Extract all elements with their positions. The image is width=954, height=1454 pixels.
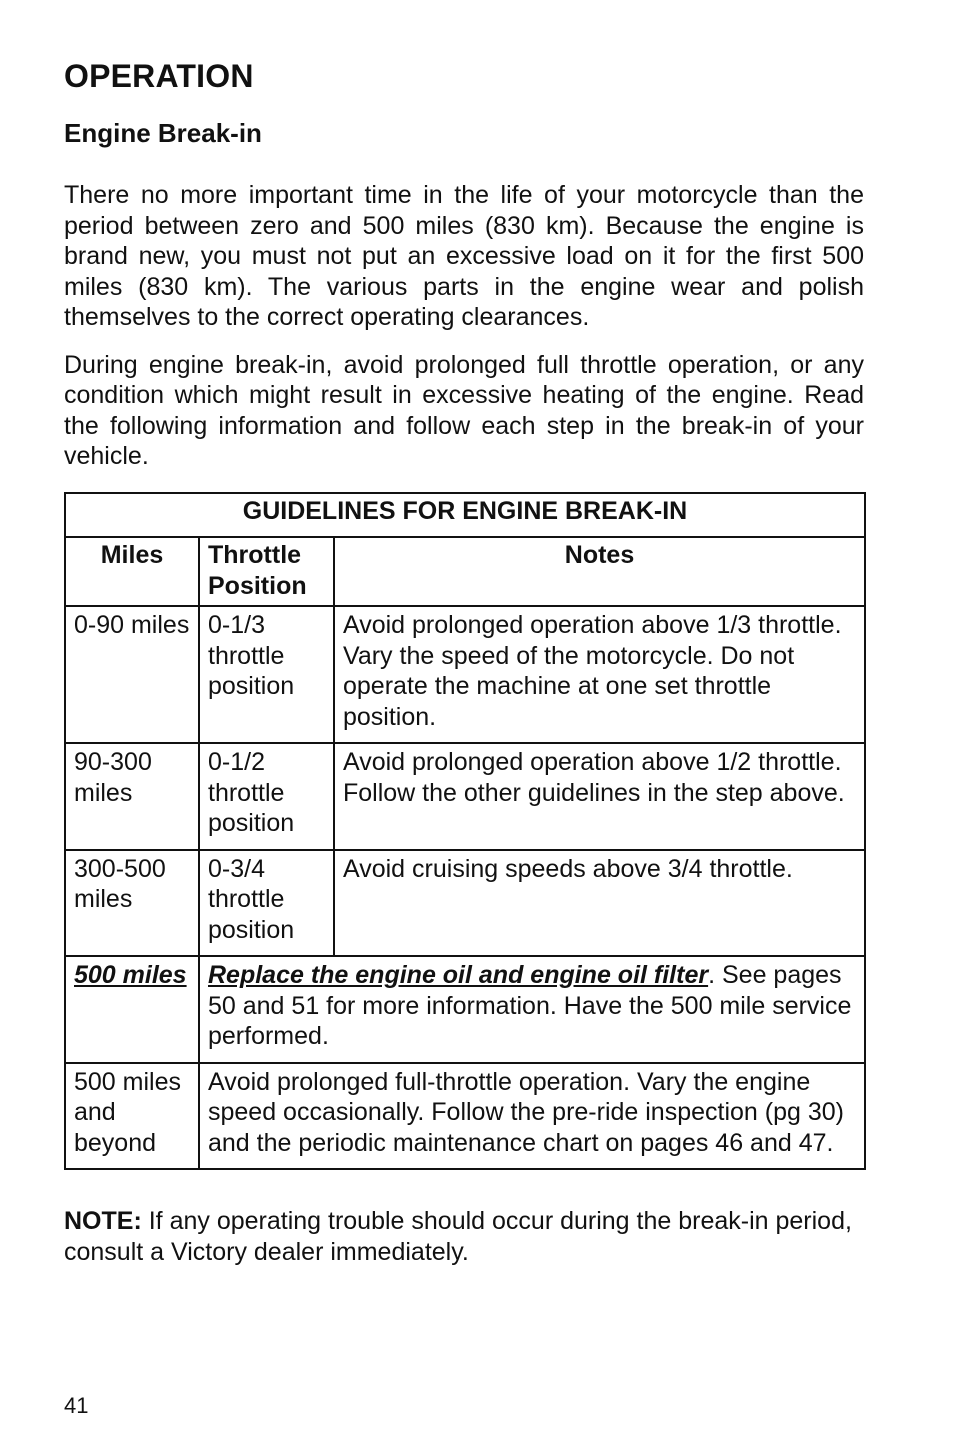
miles-cell: 300-500 miles [65, 850, 199, 957]
table-row [65, 850, 865, 957]
throttle-cell: 0-1/2 throttle position [199, 743, 334, 850]
notes-cell: Avoid cruising speeds above 3/4 throttle. [334, 850, 865, 957]
notes-cell [199, 956, 865, 1063]
manual-page [64, 56, 864, 1267]
miles-cell [65, 956, 199, 1063]
header-miles: Miles [65, 537, 199, 606]
page-number: 41 [64, 1393, 89, 1418]
notes-cell: Avoid prolonged operation above 1/2 throttle. Follow the other guidelines in the step above. [334, 743, 865, 850]
break-in-paragraph: During engine break-in, avoid prolonged full throttle operation, or any condition which might result in excessive heating of the engine. Read the following information and follow each step in the break-in of your vehicle. [64, 350, 864, 470]
miles-cell: 500 miles and beyond [65, 1063, 199, 1170]
intro-paragraph: There no more important time in the life of your motorcycle than the period between zero and 500 miles (830 km). Because the engine is brand new, you must not put an excessive load on it for the first 500 miles (830 km). The various parts in the engine wear and polish themselves to the correct operating clearances. [64, 181, 864, 331]
table-row-500-miles [65, 956, 865, 1063]
subsection-title: Engine Break-in [64, 118, 262, 148]
note-label: NOTE: [64, 1207, 142, 1235]
notes-cell: Avoid prolonged full-throttle operation. Vary the engine speed occasionally. Follow the pre-ride inspection (pg 30) and the periodic maintenance chart on pages 46 and 47. [199, 1063, 865, 1170]
table-row-beyond [65, 1063, 865, 1170]
miles-cell: 90-300 miles [65, 743, 199, 850]
table-row [65, 606, 865, 743]
table-header-row [65, 537, 865, 606]
oil-change-details: . See pages 50 and 51 for more information. Have the 500 mile service performed. [208, 961, 852, 1050]
table-title-row [65, 493, 865, 538]
notes-cell: Avoid prolonged operation above 1/3 throttle. Vary the speed of the motorcycle. Do not operate the machine at one set throttle position. [334, 606, 865, 743]
section-title: OPERATION [64, 58, 254, 94]
header-throttle-position: Throttle Position [199, 537, 334, 606]
oil-change-emphasis: Replace the engine oil and engine oil filter [208, 961, 709, 989]
throttle-cell: 0-3/4 throttle position [199, 850, 334, 957]
throttle-cell: 0-1/3 throttle position [199, 606, 334, 743]
note-text: If any operating trouble should occur during the break-in period, consult a Victory dealer immediately. [64, 1207, 852, 1266]
table-title: GUIDELINES FOR ENGINE BREAK-IN [65, 493, 865, 538]
note-paragraph [64, 1206, 864, 1267]
miles-cell: 0-90 miles [65, 606, 199, 743]
table-row [65, 743, 865, 850]
miles-500-emphasis: 500 miles [74, 961, 187, 989]
break-in-guidelines-table [64, 492, 866, 1171]
header-notes: Notes [334, 537, 865, 606]
